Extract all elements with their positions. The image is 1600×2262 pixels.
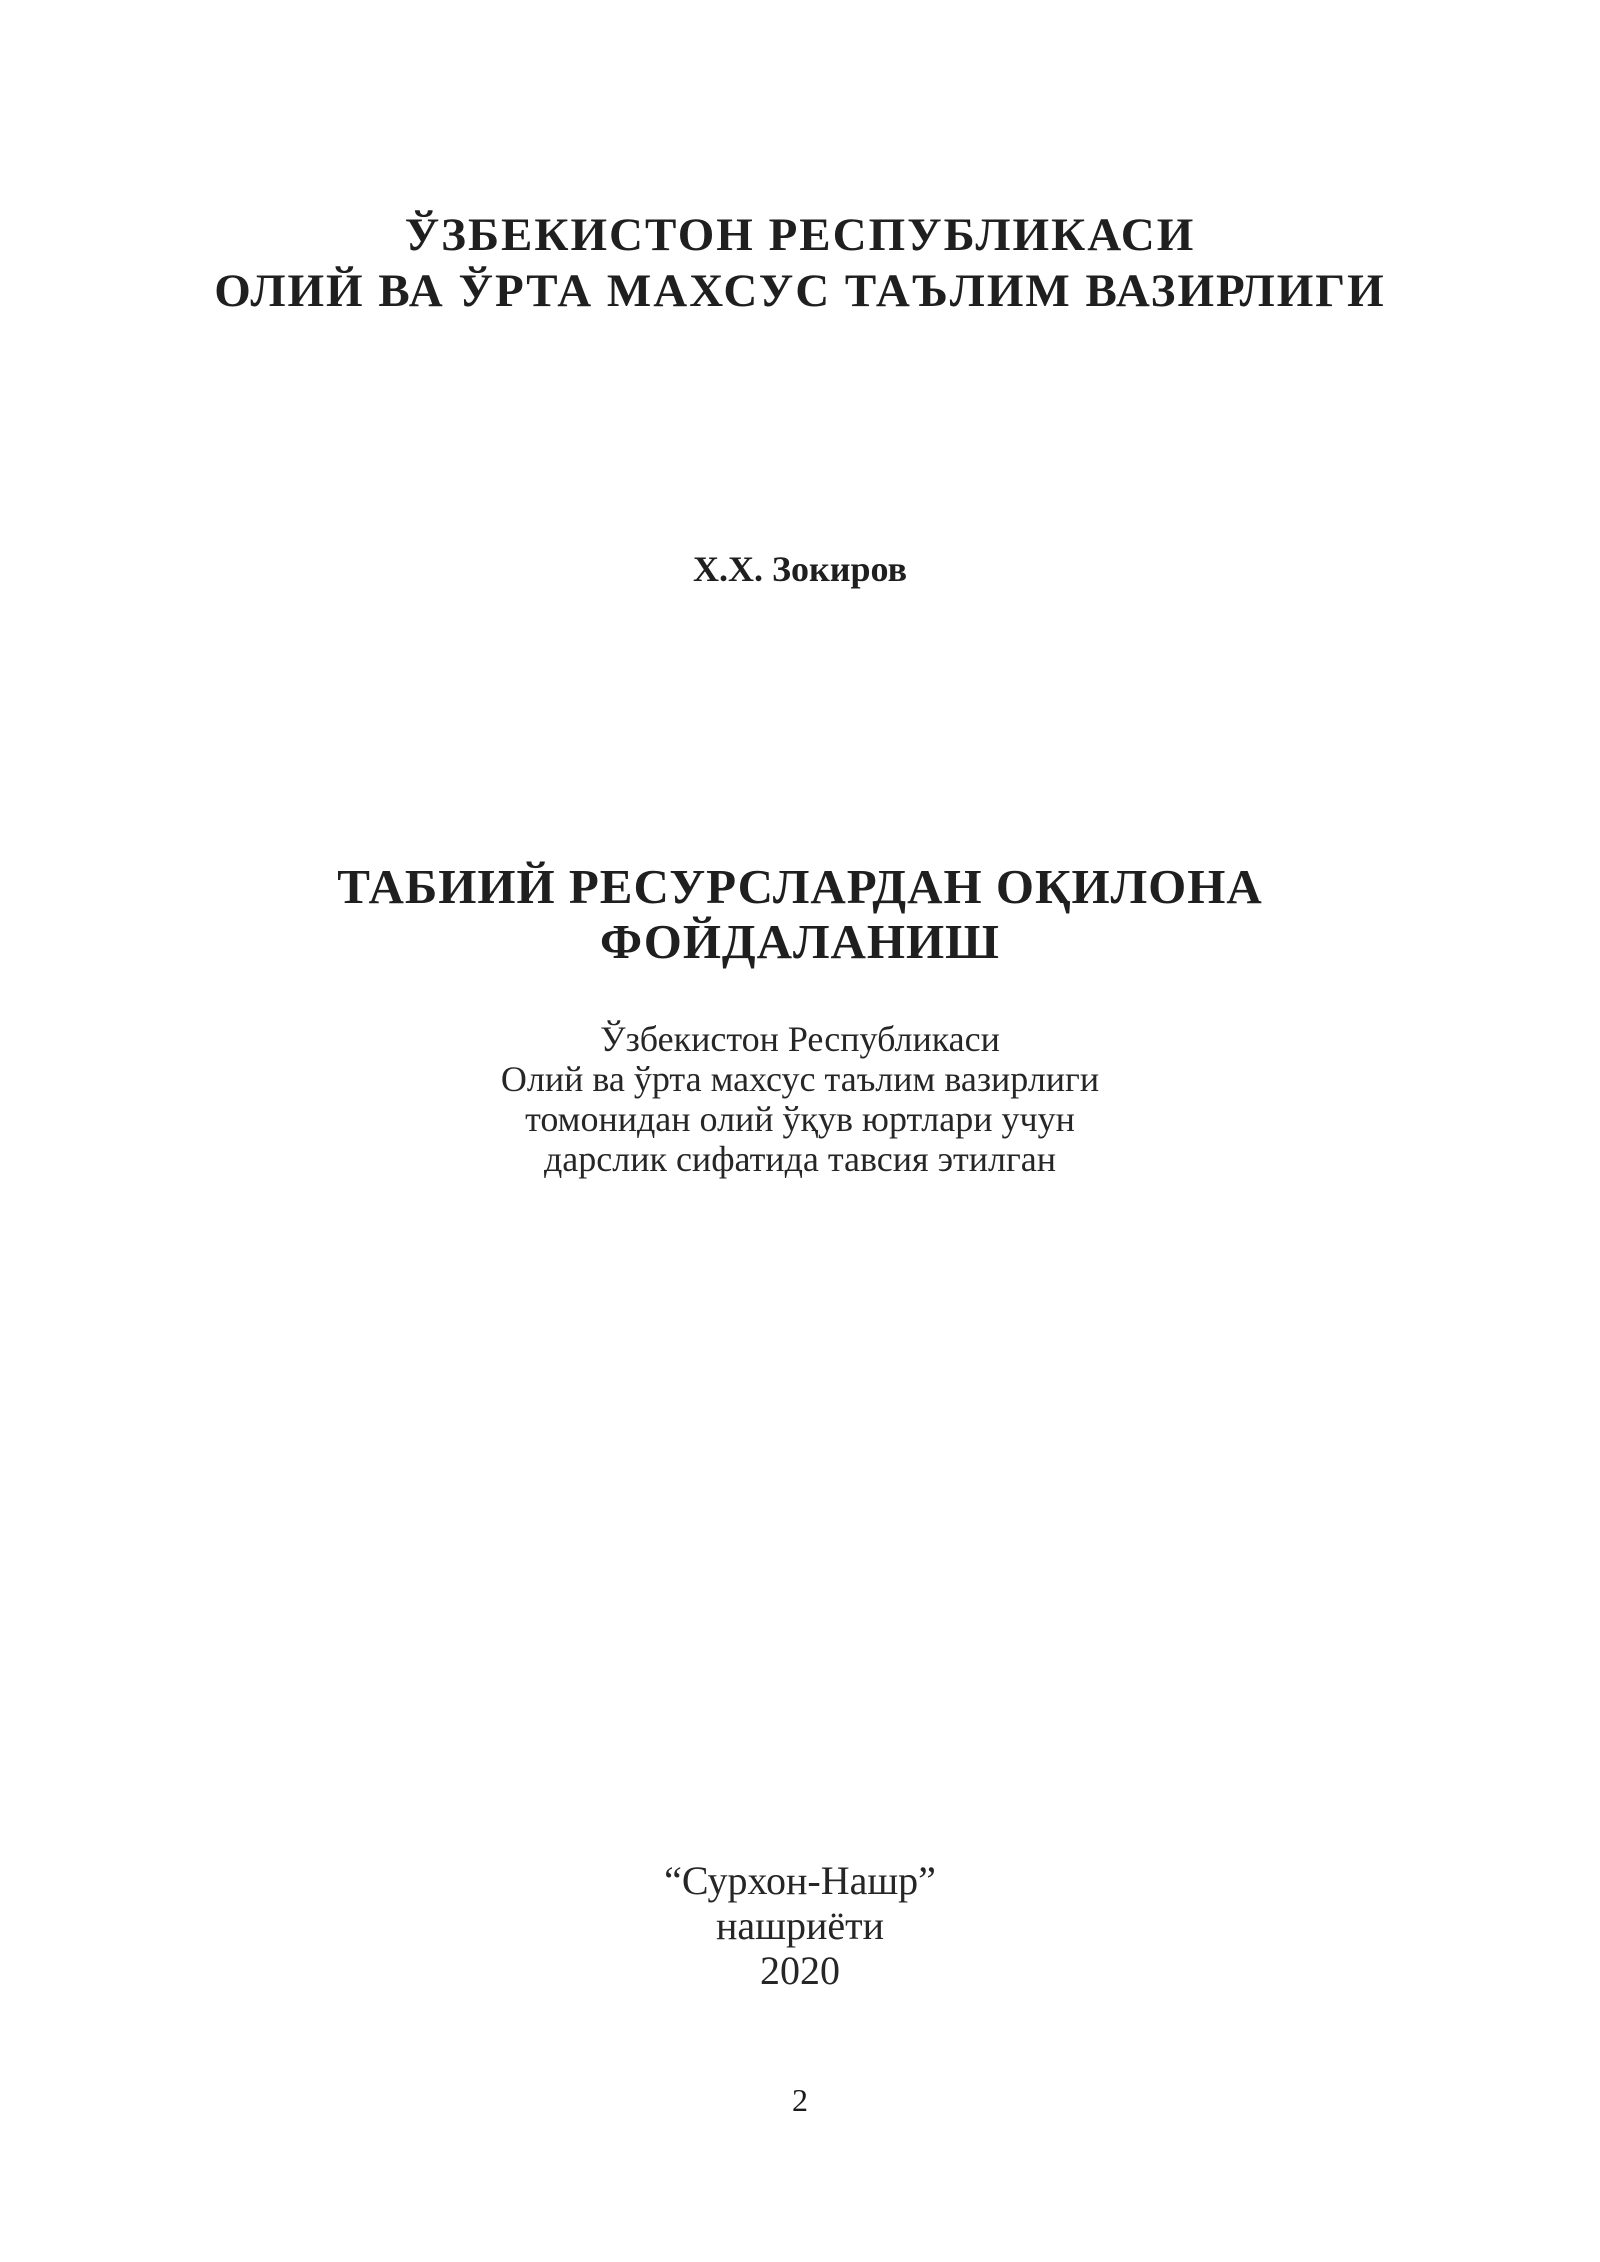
page-number: 2 [792, 2082, 808, 2118]
book-title-line-2: ФОЙДАЛАНИШ [600, 914, 1000, 969]
approval-note-line-2: Олий ва ўрта махсус таълим вазирлиги [500, 1059, 1100, 1099]
approval-note-line-4: дарслик сифатида тавсия этилган [543, 1139, 1057, 1179]
approval-note-line-1: Ўзбекистон Республикаси [600, 1019, 1000, 1059]
ministry-heading-line-2: ОЛИЙ ВА ЎРТА МАХСУС ТАЪЛИМ ВАЗИРЛИГИ [214, 265, 1386, 317]
publisher-name: “Сурхон-Нашр” [664, 1858, 936, 1903]
approval-note-line-3: томонидан олий ўқув юртлари учун [525, 1099, 1075, 1139]
publication-year: 2020 [760, 1948, 840, 1993]
author-name: Х.Х. Зокиров [692, 549, 908, 589]
book-title-line-1: ТАБИИЙ РЕСУРСЛАРДАН ОҚИЛОНА [337, 859, 1263, 914]
publisher-label: нашриёти [715, 1903, 884, 1948]
ministry-heading-line-1: ЎЗБЕКИСТОН РЕСПУБЛИКАСИ [404, 209, 1196, 261]
